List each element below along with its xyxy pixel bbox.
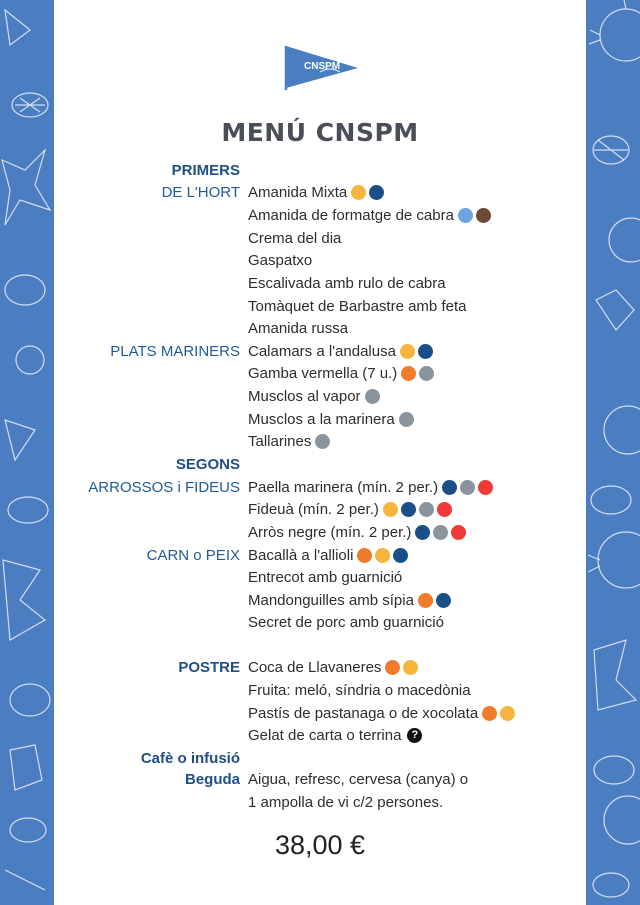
- allergen-dots: [357, 545, 411, 567]
- dish-name: 1 ampolla de vi c/2 persones.: [248, 794, 444, 811]
- sea-life-pattern: [586, 0, 640, 905]
- dish-item: [248, 612, 444, 634]
- dish-item: [248, 273, 446, 295]
- dish-name: Calamars a l'andalusa: [248, 343, 396, 360]
- allergen-dots: [399, 409, 417, 431]
- sea-life-pattern: [0, 0, 54, 905]
- allergen-dot-red: [437, 502, 452, 517]
- allergen-dots: [401, 363, 437, 385]
- menu-row: [54, 657, 586, 679]
- section-label: ARROSSOS i FIDEUS: [88, 479, 240, 496]
- dish-name: Gamba vermella (7 u.): [248, 365, 398, 382]
- allergen-dot-orange: [401, 366, 416, 381]
- logo-text: CNSPM: [304, 61, 341, 72]
- dish-name: Gelat de carta o terrina: [248, 727, 402, 744]
- dish-name: Fideuà (mín. 2 per.): [248, 501, 379, 518]
- allergen-dot-navy: [393, 548, 408, 563]
- allergen-dot-gray: [460, 480, 475, 495]
- allergen-dot-orange: [357, 548, 372, 563]
- menu-row: [54, 680, 586, 702]
- allergen-dot-orange: [418, 593, 433, 608]
- menu-row: [54, 590, 586, 612]
- menu-row: [54, 273, 586, 295]
- dish-name: Arròs negre (mín. 2 per.): [248, 524, 412, 541]
- menu-row: [54, 341, 586, 363]
- dish-name: Mandonguilles amb sípia: [248, 592, 414, 609]
- allergen-dots: [383, 499, 455, 521]
- menu-row: [54, 431, 586, 453]
- allergen-dot-gray: [315, 434, 330, 449]
- allergen-dot-navy: [369, 185, 384, 200]
- dish-name: Escalivada amb rulo de cabra: [248, 275, 446, 292]
- menu-row: [54, 318, 586, 340]
- question-icon: ?: [407, 728, 422, 743]
- dish-item: [248, 590, 454, 612]
- allergen-dot-yellow: [403, 660, 418, 675]
- dish-item: [248, 363, 437, 385]
- dish-name: Pastís de pastanaga o de xocolata: [248, 705, 479, 722]
- allergen-dot-yellow: [351, 185, 366, 200]
- allergen-dot-orange: [385, 660, 400, 675]
- menu-row: [54, 477, 586, 499]
- allergen-dots: [458, 205, 494, 227]
- dish-name: Amanida russa: [248, 320, 349, 337]
- dish-name: Bacallà a l'allioli: [248, 547, 354, 564]
- menu-row: [54, 567, 586, 589]
- menu-row: [54, 769, 586, 791]
- allergen-dot-navy: [401, 502, 416, 517]
- dish-item: [248, 318, 348, 340]
- allergen-dot-red: [451, 525, 466, 540]
- dish-item: [248, 431, 333, 453]
- menu-row: [54, 296, 586, 318]
- allergen-dot-yellow: [500, 706, 515, 721]
- menu-row: [54, 499, 586, 521]
- menu-row: [54, 386, 586, 408]
- allergen-dots: [415, 522, 469, 544]
- allergen-dot-red: [478, 480, 493, 495]
- menu-row: [54, 792, 586, 814]
- dish-name: Musclos a la marinera: [248, 411, 395, 428]
- dish-item: [248, 250, 312, 272]
- allergen-dots: [351, 182, 387, 204]
- dish-name: Musclos al vapor: [248, 388, 361, 405]
- allergen-dot-lightblue: [458, 208, 473, 223]
- dish-item: [248, 657, 421, 679]
- section-label: DE L'HORT: [161, 184, 240, 201]
- menu-row: [54, 250, 586, 272]
- allergen-dots: [400, 341, 436, 363]
- menu-price: 38,00 €: [274, 830, 366, 860]
- section-label: SEGONS: [175, 456, 240, 473]
- menu-row: [54, 205, 586, 227]
- dish-item: [248, 386, 383, 408]
- dish-name: Tallarines: [248, 433, 312, 450]
- dish-item: [248, 769, 468, 791]
- menu-row: [54, 182, 586, 204]
- dish-item: [248, 680, 471, 702]
- menu-row: [54, 725, 586, 747]
- dish-name: Coca de Llavaneres: [248, 659, 382, 676]
- allergen-dot-gray: [419, 366, 434, 381]
- dish-item: [248, 341, 436, 363]
- dish-item: [248, 792, 443, 814]
- dish-item: [248, 477, 496, 499]
- dish-item: [248, 545, 411, 567]
- dish-name: Gaspatxo: [248, 252, 313, 269]
- dish-name: Paella marinera (mín. 2 per.): [248, 479, 439, 496]
- menu-row: [54, 612, 586, 634]
- allergen-dot-brown: [476, 208, 491, 223]
- dish-name: Entrecot amb guarnició: [248, 569, 403, 586]
- dish-name: Crema del dia: [248, 230, 342, 247]
- allergen-dots: [385, 657, 421, 679]
- allergen-dot-gray: [399, 412, 414, 427]
- right-decorative-panel: [586, 0, 640, 905]
- allergen-dot-gray: [419, 502, 434, 517]
- dish-item: [248, 703, 518, 725]
- menu-title: MENÚ CNSPM: [221, 118, 419, 147]
- allergen-dots: [442, 477, 496, 499]
- section-label: POSTRE: [178, 659, 240, 676]
- dish-name: Amanida Mixta: [248, 184, 348, 201]
- section-label: CARN o PEIX: [146, 547, 240, 564]
- dish-item: [248, 182, 387, 204]
- allergen-dots: [365, 386, 383, 408]
- section-label: PRIMERS: [171, 162, 240, 179]
- allergen-dot-navy: [436, 593, 451, 608]
- dish-name: Secret de porc amb guarnició: [248, 614, 444, 631]
- dish-item: [248, 499, 455, 521]
- menu-row: [54, 409, 586, 431]
- menu-row: [54, 748, 586, 770]
- section-label: Beguda: [184, 771, 240, 788]
- allergen-dots: [482, 703, 518, 725]
- allergen-dot-navy: [415, 525, 430, 540]
- menu-row: [54, 454, 586, 476]
- dish-name: Aigua, refresc, cervesa (canya) o: [248, 771, 469, 788]
- dish-name: Tomàquet de Barbastre amb feta: [248, 298, 467, 315]
- allergen-dots: [315, 431, 333, 453]
- dish-item: [248, 522, 469, 544]
- menu-row: [54, 522, 586, 544]
- allergen-dot-yellow: [400, 344, 415, 359]
- allergen-dots: [418, 590, 454, 612]
- allergen-dot-gray: [365, 389, 380, 404]
- club-pennant-logo: [282, 42, 362, 92]
- allergen-dot-gray: [433, 525, 448, 540]
- menu-row: [54, 363, 586, 385]
- dish-item: [248, 205, 494, 227]
- left-decorative-panel: [0, 0, 54, 905]
- allergen-dot-yellow: [383, 502, 398, 517]
- menu-row: [54, 545, 586, 567]
- dish-item: [248, 725, 422, 747]
- allergen-dot-navy: [442, 480, 457, 495]
- allergen-dot-orange: [482, 706, 497, 721]
- dish-name: Amanida de formatge de cabra: [248, 207, 454, 224]
- allergen-dot-navy: [418, 344, 433, 359]
- menu-row: [54, 160, 586, 182]
- dish-item: [248, 296, 466, 318]
- allergen-dot-yellow: [375, 548, 390, 563]
- dish-item: [248, 567, 402, 589]
- menu-row: [54, 703, 586, 725]
- menu-sheet: [54, 0, 586, 905]
- menu-row: [54, 228, 586, 250]
- section-label: Cafè o infusió: [140, 750, 240, 767]
- dish-item: [248, 409, 417, 431]
- section-label: PLATS MARINERS: [110, 343, 240, 360]
- dish-name: Fruita: meló, síndria o macedònia: [248, 682, 471, 699]
- dish-item: [248, 228, 341, 250]
